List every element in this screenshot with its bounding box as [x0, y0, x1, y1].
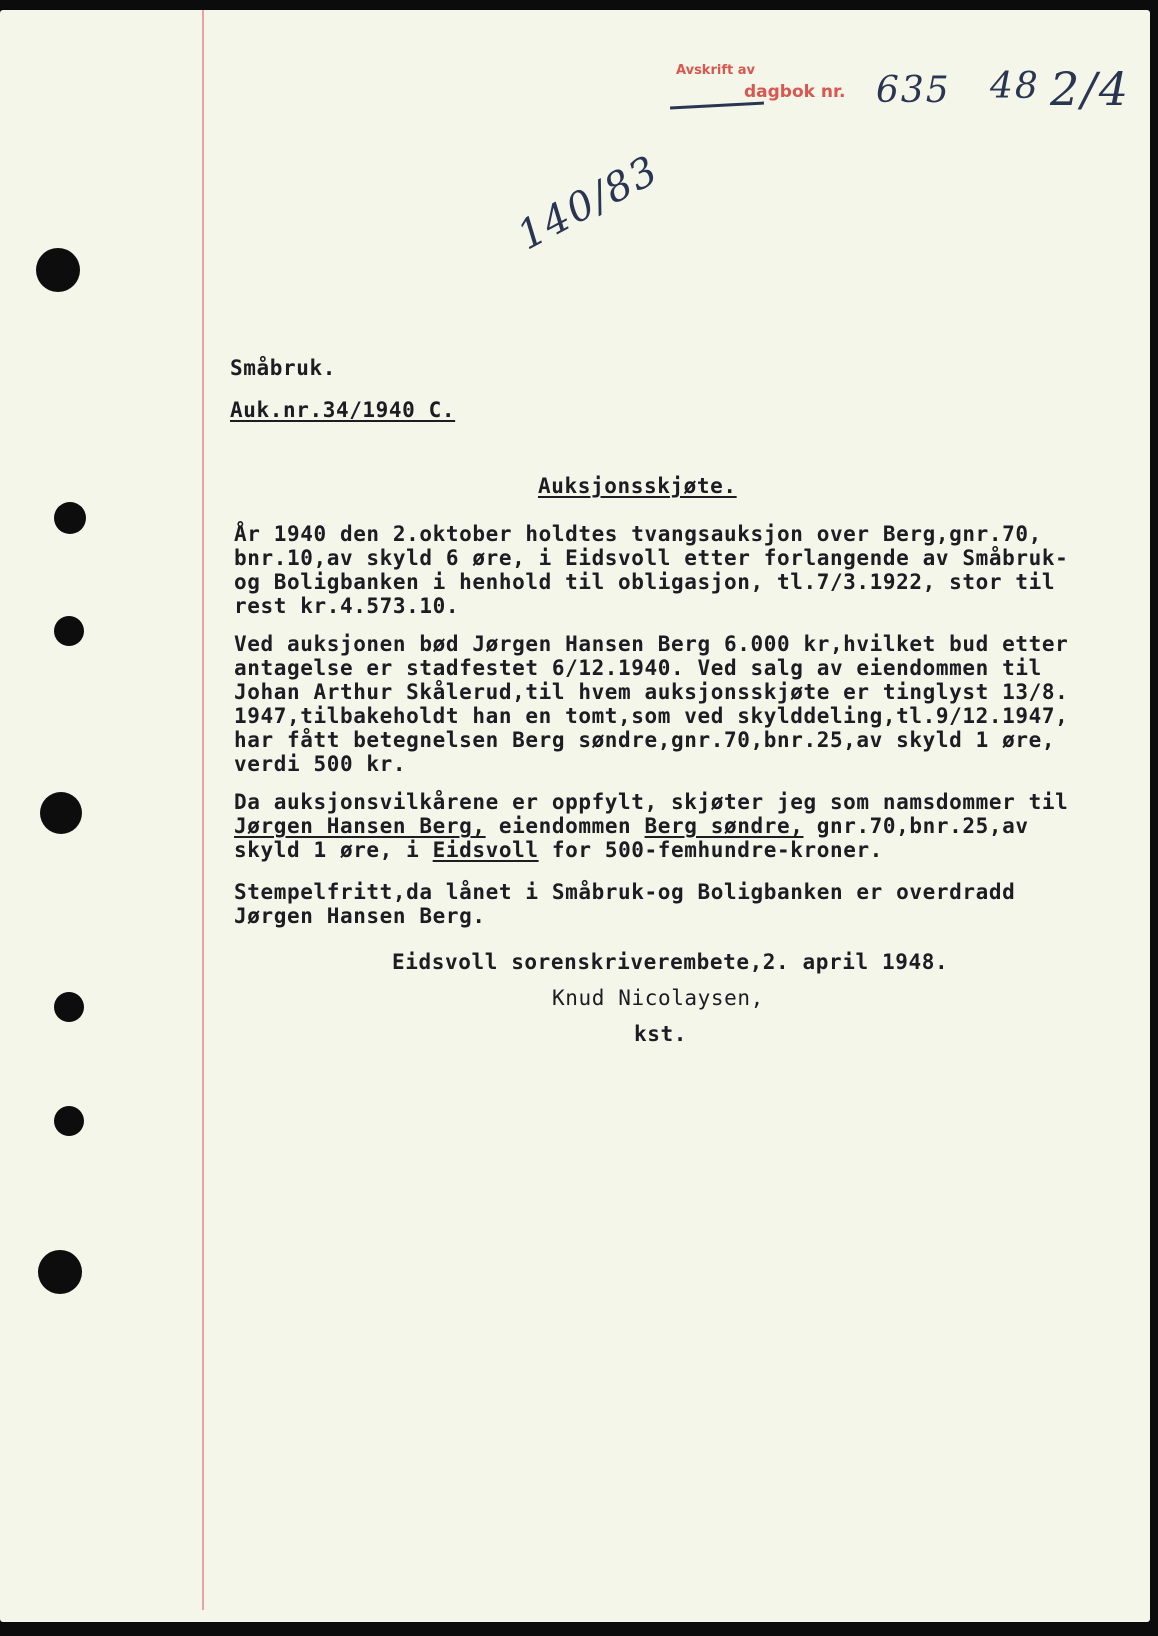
- punch-hole: [36, 248, 80, 292]
- p2-line-5: har fått betegnelsen Berg søndre,gnr.70,bnr.25,av skyld 1 øre,: [234, 728, 1056, 752]
- p4-line-1: Stempelfritt,da lånet i Småbruk-og Boligbanken er overdradd: [234, 880, 1016, 904]
- marginal-note: 140/83: [510, 146, 667, 260]
- signature-title: kst.: [634, 1022, 687, 1046]
- stamp-line-2: [744, 82, 845, 102]
- p1-line-1: År 1940 den 2.oktober holdtes tvangsauksjon over Berg,gnr.70,: [234, 522, 1042, 546]
- handwritten-date: 2/4: [1050, 62, 1131, 116]
- p1-line-2: bnr.10,av skyld 6 øre, i Eidsvoll etter forlangende av Småbruk-: [234, 546, 1069, 570]
- paragraph-3: [234, 790, 1068, 862]
- municipality: Eidsvoll: [432, 838, 539, 862]
- handwritten-year: 48: [990, 66, 1040, 107]
- p2-line-2: antagelse er stadfestet 6/12.1940. Ved salg av eiendommen til: [234, 656, 1042, 680]
- margin-line: [202, 10, 204, 1610]
- p2-line-1: Ved auksjonen bød Jørgen Hansen Berg 6.000 kr,hvilket bud etter: [234, 632, 1069, 656]
- p4-line-2: Jørgen Hansen Berg.: [234, 904, 486, 928]
- p3-text: for 500-femhundre-kroner.: [538, 838, 883, 862]
- p3-text: skyld 1 øre, i: [234, 838, 433, 862]
- signature-name: Knud Nicolaysen,: [552, 986, 764, 1010]
- p1-line-4: rest kr.4.573.10.: [234, 594, 460, 618]
- punch-hole: [38, 1250, 82, 1294]
- buyer-name: Jørgen Hansen Berg,: [234, 814, 486, 838]
- p3-line-2: [234, 814, 1068, 838]
- handwritten-dagbok-number: 635: [876, 70, 951, 111]
- paragraph-2: [234, 632, 1068, 776]
- document-title: Auksjonsskjøte.: [538, 474, 737, 498]
- p2-line-4: 1947,tilbakeholdt han en tomt,som ved skylddeling,tl.9/12.1947,: [234, 704, 1069, 728]
- stamp-label: dagbok nr.: [744, 82, 846, 102]
- p2-line-3: Johan Arthur Skålerud,til hvem auksjonsskjøte er tinglyst 13/8.: [234, 680, 1069, 704]
- p3-text: eiendommen: [485, 814, 645, 838]
- heading-smabruk: Småbruk.: [230, 356, 336, 380]
- p3-line-3: [234, 838, 1068, 862]
- signature-place-date: Eidsvoll sorenskriverembete,2. april 1948.: [392, 950, 949, 974]
- register-stamp: [676, 63, 846, 102]
- stamp-line-1: Avskrift av: [676, 63, 755, 78]
- heading-auction-number: Auk.nr.34/1940 C.: [230, 398, 456, 422]
- p1-line-3: og Boligbanken i henhold til obligasjon, tl.7/3.1922, stor til: [234, 570, 1056, 594]
- p2-line-6: verdi 500 kr.: [234, 752, 407, 776]
- p3-line-1: Da auksjonsvilkårene er oppfylt, skjøter jeg som namsdommer til: [234, 790, 1069, 814]
- paragraph-4: [234, 880, 1015, 928]
- punch-hole: [54, 992, 84, 1022]
- property-name: Berg søndre,: [644, 814, 804, 838]
- paragraph-1: [234, 522, 1068, 618]
- p3-text: gnr.70,bnr.25,av: [803, 814, 1029, 838]
- punch-hole: [54, 1106, 84, 1136]
- punch-hole: [54, 502, 86, 534]
- punch-hole: [40, 792, 82, 834]
- punch-hole: [54, 616, 84, 646]
